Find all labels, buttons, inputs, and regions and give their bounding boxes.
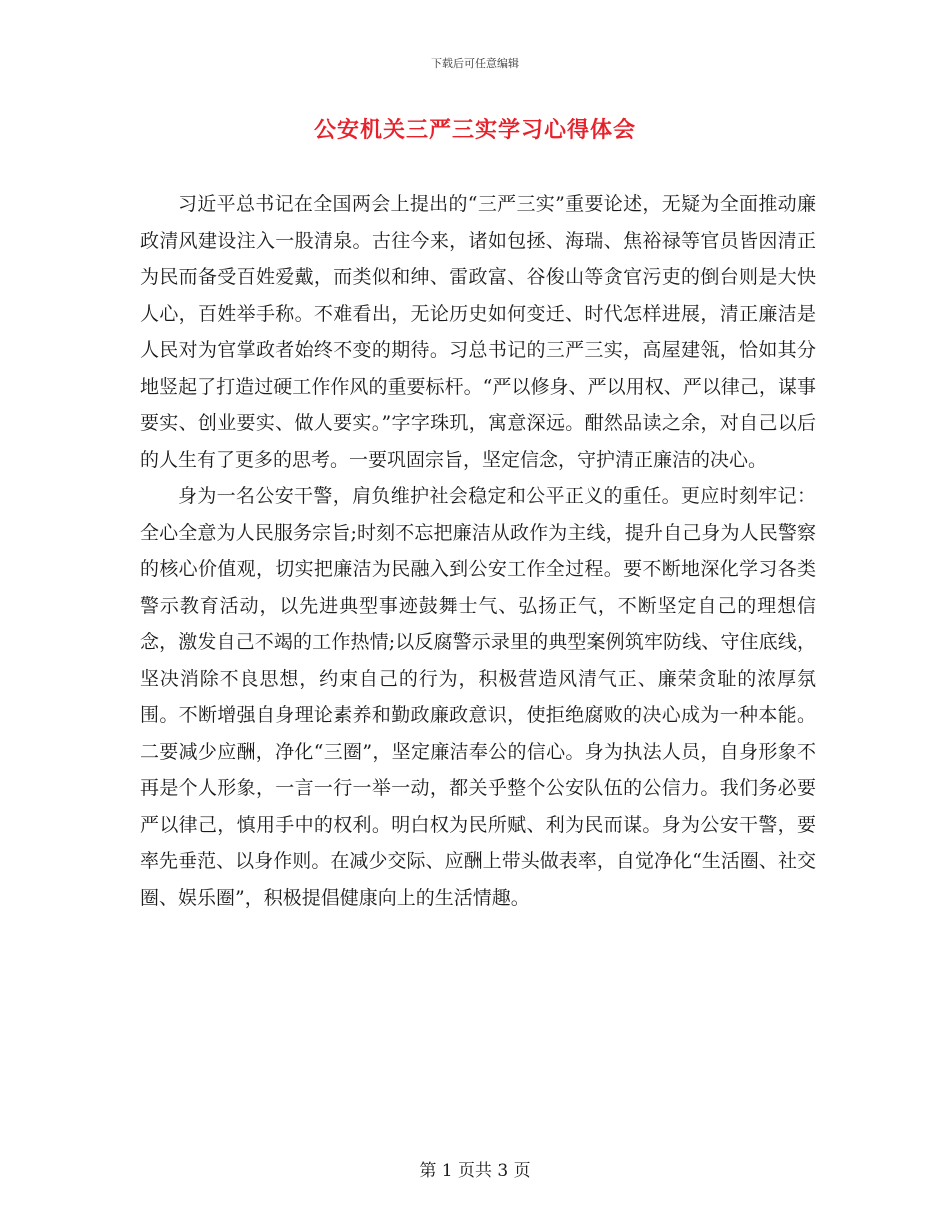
paragraph: 身为一名公安干警，肩负维护社会稳定和公平正义的重任。更应时刻牢记：全心全意为人民服务宗旨;时刻不忘把廉洁从政作为主线，提升自己身为人民警察的核心价值观，切实把廉洁为民融入到公安工作全过程。要不断地深化学习各类警示教育活动，以先进典型事迹鼓舞士气、弘扬正气，不断坚定自己的理想信念，激发自己不竭的工作热情;以反腐警示录里的典型案例筑牢防线、守住底线，坚决消除不良思想，约束自己的行为，积极营造风清气正、廉荣贪耻的浓厚氛围。不断增强自身理论素养和勤政廉政意识，使拒绝腐败的决心成为一种本能。二要减少应酬，净化“三圈”，坚定廉洁奉公的信心。身为执法人员，自身形象不再是个人形象，一言一行一举一动，都关乎整个公安队伍的公信力。我们务必要严以律己，慎用手中的权利。明白权为民所赋、利为民而谋。身为公安干警，要率先垂范、以身作则。在减少交际、应酬上带头做表率，自觉净化“生活圈、社交圈、娱乐圈”，积极提倡健康向上的生活情趣。 (140, 485, 816, 909)
header-note: 下载后可任意编辑 (431, 57, 519, 70)
document-body (140, 186, 816, 916)
document-title: 公安机关三严三实学习心得体会 (313, 117, 636, 143)
paragraph: 习近平总书记在全国两会上提出的“三严三实”重要论述，无疑为全面推动廉政清风建设注入一股清泉。古往今来，诸如包拯、海瑞、焦裕禄等官员皆因清正为民而备受百姓爱戴，而类似和绅、雷政富、谷俊山等贪官污吏的倒台则是大快人心，百姓举手称。不难看出，无论历史如何变迁、时代怎样进展，清正廉洁是人民对为官掌政者始终不变的期待。习总书记的三严三实，高屋建瓴，恰如其分地竖起了打造过硬工作作风的重要标杆。“严以修身、严以用权、严以律己，谋事要实、创业要实、做人要实。”字字珠玑，寓意深远。酣然品读之余，对自己以后的人生有了更多的思考。一要巩固宗旨，坚定信念，守护清正廉洁的决心。 (140, 193, 816, 471)
page-number: 第 1 页共 3 页 (419, 1161, 531, 1181)
